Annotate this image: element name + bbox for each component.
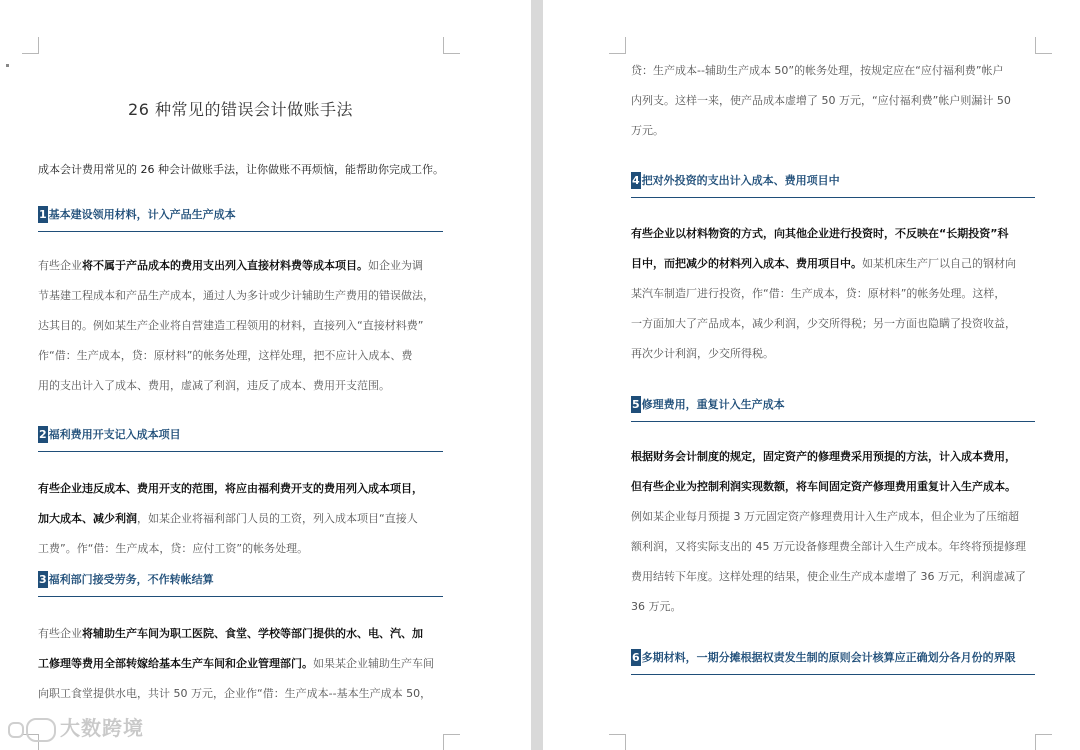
section-heading-6 <box>631 649 1035 675</box>
paragraph-line <box>631 562 1041 592</box>
body-text: 达其目的。例如某生产企业将自营建造工程领用的材料，直接列入“直接材料费” <box>38 319 424 332</box>
section-number-badge: 4 <box>632 174 640 187</box>
paragraph-line <box>631 279 1041 309</box>
section-heading-text: 修理费用，重复计入生产成本 <box>641 398 785 411</box>
section-heading-text: 基本建设领用材料，计入产品生产成本 <box>48 208 236 221</box>
body-text: 内列支。这样一来，使产品成本虚增了 50 万元，“应付福利费”帐户则漏计 50 <box>631 94 1011 107</box>
paragraph-line <box>631 56 1041 86</box>
watermark-circle-icon <box>26 718 56 742</box>
body-text: 如果某企业辅助生产车间 <box>313 657 434 670</box>
continuation-paragraph <box>631 56 1041 146</box>
body-text: 某汽车制造厂进行投资，作“借：生产成本，贷：原材料”的帐务处理。这样， <box>631 287 1006 300</box>
paragraph-line <box>38 311 448 341</box>
body-text: 如企业为调 <box>368 259 423 272</box>
crop-mark-top-left <box>609 37 626 54</box>
section-heading-4 <box>631 172 1035 198</box>
body-text: 额利润，又将实际支出的 45 万元设备修理费全部计入生产成本。年终将预提修理 <box>631 540 1026 553</box>
paragraph-line <box>38 504 448 534</box>
section-heading-1 <box>38 206 443 232</box>
body-text: 有些企业 <box>38 627 82 640</box>
crop-mark-top-left <box>22 37 39 54</box>
paragraph-line <box>631 472 1041 502</box>
paragraph-line <box>631 116 1041 146</box>
emphasized-text: 目中，而把减少的材料列入成本、费用项目中。 <box>631 257 862 270</box>
paragraph-line <box>38 251 448 281</box>
paragraph-line <box>631 249 1041 279</box>
section-heading-text: 把对外投资的支出计入成本、费用项目中 <box>641 174 840 187</box>
crop-mark-bottom-right <box>1035 734 1052 750</box>
emphasized-text: 将不属于产品成本的费用支出列入直接材料费等成本项目。 <box>82 259 368 272</box>
section-heading-5 <box>631 396 1035 422</box>
crop-mark-top-right <box>1035 37 1052 54</box>
body-text: 向职工食堂提供水电，共计 50 万元，企业作“借：生产成本--基本生产成本 50， <box>38 687 432 700</box>
body-text: 如某机床生产厂以自己的钢材向 <box>862 257 1016 270</box>
paragraph-line <box>38 341 448 371</box>
emphasized-text: 根据财务会计制度的规定，固定资产的修理费采用预提的方法，计入成本费用， <box>631 450 1016 463</box>
crop-mark-bottom-left <box>609 734 626 750</box>
section-number-badge: 1 <box>39 208 47 221</box>
emphasized-text: 工修理等费用全部转嫁给基本生产车间和企业管理部门。 <box>38 657 313 670</box>
paragraph-line <box>631 532 1041 562</box>
paragraph-line <box>631 502 1041 532</box>
section-heading-3 <box>38 571 443 597</box>
document-page-left <box>0 0 531 750</box>
paragraph-line <box>631 442 1041 472</box>
emphasized-text: 有些企业违反成本、费用开支的范围，将应由福利费开支的费用列入成本项目， <box>38 482 423 495</box>
body-text: 工费”。作“借：生产成本，贷：应付工资”的帐务处理。 <box>38 542 309 555</box>
emphasized-text: 有些企业以材料物资的方式，向其他企业进行投资时，不反映在“长期投资”科 <box>631 227 1009 240</box>
body-text: 作“借：生产成本，贷：原材料”的帐务处理，这样处理，把不应计入成本、费 <box>38 349 413 362</box>
body-text: 一方面加大了产品成本，减少利润，少交所得税；另一方面也隐瞒了投资收益， <box>631 317 1016 330</box>
paragraph-line <box>631 309 1041 339</box>
emphasized-text: 但有些企业为控制利润实现数额，将车间固定资产修理费用重复计入生产成本。 <box>631 480 1016 493</box>
paragraph-line <box>38 649 448 679</box>
paragraph-line <box>38 474 448 504</box>
body-text: 有些企业 <box>38 259 82 272</box>
section-body-3 <box>38 619 448 709</box>
body-text: 用的支出计入了成本、费用，虚减了利润，违反了成本、费用开支范围。 <box>38 379 390 392</box>
paragraph-line <box>631 339 1041 369</box>
body-text: 贷：生产成本--辅助生产成本 50”的帐务处理，按规定应在“应付福利费”帐户 <box>631 64 1004 77</box>
section-body-5 <box>631 442 1041 622</box>
body-text: ，如某企业将福利部门人员的工资，列入成本项目“直接人 <box>137 512 418 525</box>
crop-mark-top-right <box>443 37 460 54</box>
paragraph-line <box>631 592 1041 622</box>
section-heading-2 <box>38 426 443 452</box>
body-text: 36 万元。 <box>631 600 682 613</box>
section-number-badge: 6 <box>632 651 640 664</box>
section-body-2 <box>38 474 448 564</box>
section-heading-text: 多期材料，一期分摊根据权责发生制的原则会计核算应正确划分各月份的界限 <box>641 651 1016 664</box>
section-number-badge: 3 <box>39 573 47 586</box>
document-title: 26 种常见的错误会计做账手法 <box>128 100 353 119</box>
paragraph-line <box>631 219 1041 249</box>
paragraph-line <box>38 371 448 401</box>
section-number-badge: 2 <box>39 428 47 441</box>
paragraph-line <box>38 534 448 564</box>
paragraph-line <box>631 86 1041 116</box>
watermark-logo <box>8 712 144 742</box>
section-body-4 <box>631 219 1041 369</box>
crop-mark-bottom-right <box>443 734 460 750</box>
paragraph-line <box>38 281 448 311</box>
document-page-right <box>543 0 1080 750</box>
intro-paragraph: 成本会计费用常见的 26 种会计做账手法，让你做账不再烦恼，能帮助你完成工作。 <box>38 163 444 176</box>
section-heading-text: 福利费用开支记入成本项目 <box>48 428 181 441</box>
section-heading-text: 福利部门接受劳务，不作转帐结算 <box>48 573 214 586</box>
margin-marker <box>6 64 9 67</box>
paragraph-line <box>38 619 448 649</box>
body-text: 万元。 <box>631 124 664 137</box>
body-text: 节基建工程成本和产品生产成本，通过人为多计或少计辅助生产费用的错误做法， <box>38 289 434 302</box>
body-text: 再次少计利润，少交所得税。 <box>631 347 774 360</box>
body-text: 例如某企业每月预提 3 万元固定资产修理费用计入生产成本，但企业为了压缩超 <box>631 510 1019 523</box>
paragraph-line <box>38 679 448 709</box>
emphasized-text: 加大成本、减少利润 <box>38 512 137 525</box>
watermark-text: 大数跨境 <box>60 716 144 740</box>
section-body-1 <box>38 251 448 401</box>
emphasized-text: 将辅助生产车间为职工医院、食堂、学校等部门提供的水、电、汽、加 <box>82 627 423 640</box>
section-number-badge: 5 <box>632 398 640 411</box>
watermark-small-circle-icon <box>8 722 24 738</box>
body-text: 费用结转下年度。这样处理的结果，使企业生产成本虚增了 36 万元，利润虚减了 <box>631 570 1026 583</box>
